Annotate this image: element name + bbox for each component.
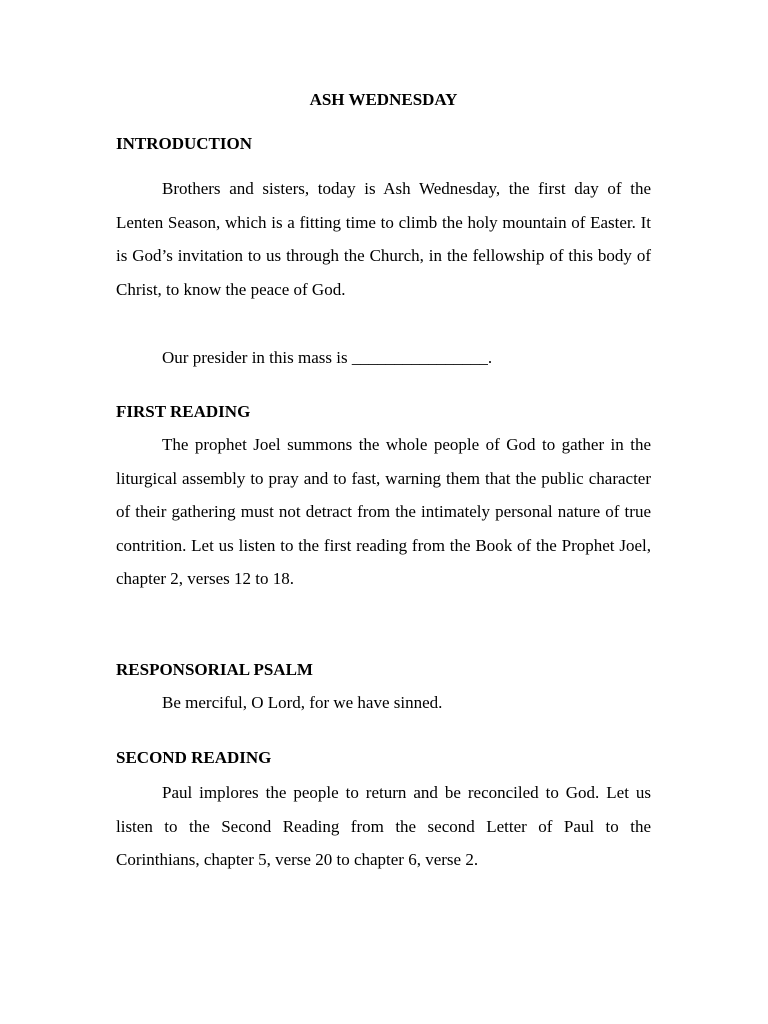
heading-first-reading: FIRST READING xyxy=(116,402,251,421)
heading-introduction: INTRODUCTION xyxy=(116,134,253,153)
second-reading-paragraph: Paul implores the people to return and be reconciled to God. Let us listen to the Second Reading from the second Letter of Paul to the Corinthians, chapter 5, verse 20 to chapter 6, verse 2. xyxy=(116,783,651,870)
presider-paragraph: Our presider in this mass is ________________. xyxy=(162,348,493,367)
responsorial-psalm-paragraph: Be merciful, O Lord, for we have sinned. xyxy=(162,693,443,712)
heading-second-reading: SECOND READING xyxy=(116,748,272,767)
introduction-paragraph: Brothers and sisters, today is Ash Wednesday, the first day of the Lenten Season, which is a fitting time to climb the holy mountain of Easter. It is God’s invitation to us through the Church, in the fellowship of this body of Christ, to know the peace of God. xyxy=(116,179,651,299)
document-title: ASH WEDNESDAY xyxy=(309,90,458,109)
heading-responsorial-psalm: RESPONSORIAL PSALM xyxy=(116,660,313,679)
first-reading-paragraph: The prophet Joel summons the whole people of God to gather in the liturgical assembly to pray and to fast, warning them that the public character of their gathering must not detract from the intimately personal nature of true contrition. Let us listen to the first reading from the Book of the Prophet Joel, chapter 2, verses 12 to 18. xyxy=(116,435,651,589)
